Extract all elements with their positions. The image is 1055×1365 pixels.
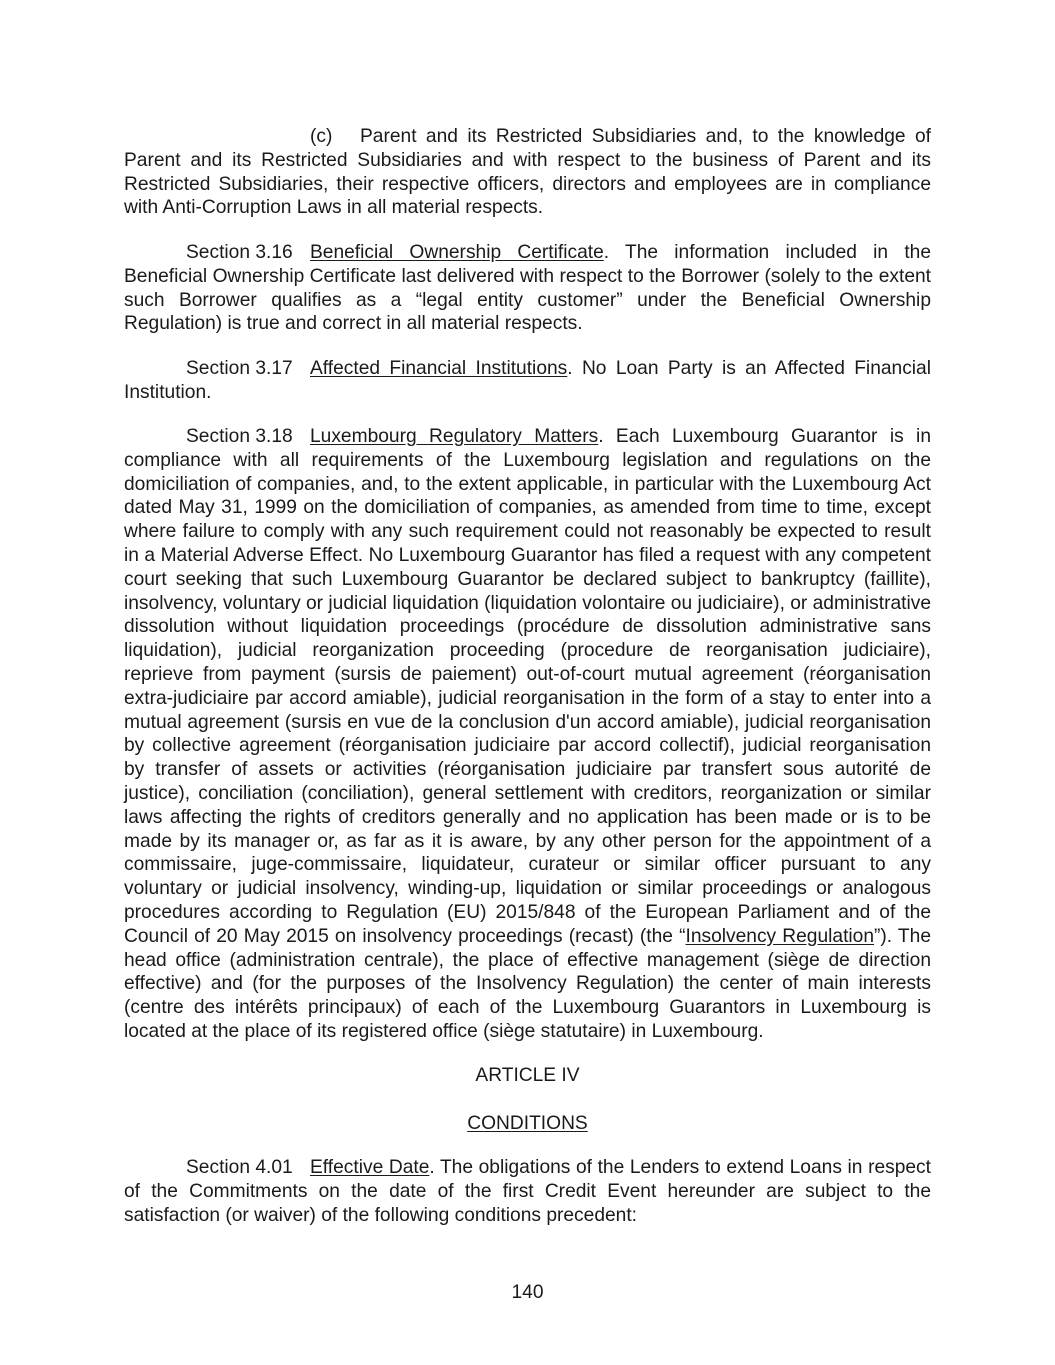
article-title (124, 1112, 931, 1136)
section-3-16-text: . The information included in the Beneficial Ownership Certificate last delivered with respect to the Borrower (solely to the extent such Borrower qualifies as a “legal entity customer” under the Beneficial Ownership Regulation) is true and correct in all material respects. (124, 242, 931, 335)
paragraph-c-text: Parent and its Restricted Subsidiaries and, to the knowledge of Parent and its Restricted Subsidiaries and with respect to the business of Parent and its Restricted Subsidiaries, their respective officers, directors and employees are in compliance with Anti-Corruption Laws in all material respects. (124, 126, 931, 219)
page-number: 140 (511, 1282, 544, 1303)
paragraph-c-label: (c) (310, 126, 333, 147)
article-title-text: CONDITIONS (467, 1113, 588, 1134)
section-3-17-number: Section 3.17 (186, 358, 293, 379)
section-3-16-title: Beneficial Ownership Certificate (310, 242, 604, 263)
section-3-18-text: . Each Luxembourg Guarantor is in compliance with all requirements of the Luxembourg legislation and regulations on the domiciliation of companies, and, to the extent applicable, in particular with the Luxembourg Act dated May 31, 1999 on the domiciliation of companies, as amended from time to time, except where failure to comply with any such requirement could not reasonably be expected to result in a Material Adverse Effect. No Luxembourg Guarantor has filed a request with any competent court seeking that such Luxembourg Guarantor be declared subject to bankruptcy (faillite), insolvency, voluntary or judicial liquidation (liquidation volontaire ou judiciaire), or administrative dissolution without liquidation proceedings (procédure de dissolution administrative sans liquidation), judicial reorganization proceeding (procedure de reorganisation judiciaire), reprieve from payment (sursis de paiement) out-of-court mutual agreement (réorganisation extra-judiciaire par accord amiable), judicial reorganisation in the form of a stay to enter into a mutual agreement (sursis en vue de la conclusion d'un accord amiable), judicial reorganisation by collective agreement (réorganisation judiciaire par accord collectif), judicial reorganisation by transfer of assets or activities (réorganisation judiciaire par transfert sous autorité de justice), conciliation (conciliation), general settlement with creditors, reorganization or similar laws affecting the rights of creditors generally and no application has been made or is to be made by its manager or, as far as it is aware, by any other person for the appointment of a commissaire, juge-commissaire, liquidateur, curateur or similar officer pursuant to any voluntary or judicial insolvency, winding-up, liquidation or similar proceedings or analogous procedures according to Regulation (EU) 2015/848 of the European Parliament and of the Council of 20 May 2015 on insolvency proceedings (recast) (the “ (124, 426, 931, 947)
section-3-18-text-end: ”). The head office (administration centrale), the place of effective management (siège de direction effective) and (for the purposes of the Insolvency Regulation) the center of main interests (centre des intérêts principaux) of each of the Luxembourg Guarantors in Luxembourg is located at the place of its registered office (siège statutaire) in Luxembourg. (124, 925, 931, 1042)
section-4-01-text: . The obligations of the Lenders to extend Loans in respect of the Commitments on the date of the first Credit Event hereunder are subject to the satisfaction (or waiver) of the following conditions precedent: (124, 1157, 931, 1226)
section-3-16 (124, 241, 931, 336)
section-3-18-title: Luxembourg Regulatory Matters (310, 426, 599, 447)
section-3-17-title: Affected Financial Institutions (310, 358, 568, 379)
section-3-17-text: . No Loan Party is an Affected Financial Institution. (124, 358, 931, 403)
section-4-01-title: Effective Date (310, 1157, 430, 1178)
article-heading: ARTICLE IV (475, 1065, 580, 1086)
insolvency-regulation-term: Insolvency Regulation (685, 925, 875, 947)
section-4-01 (124, 1156, 931, 1227)
section-3-18 (124, 425, 931, 1044)
section-4-01-number: Section 4.01 (186, 1157, 293, 1178)
section-3-18-number: Section 3.18 (186, 426, 293, 447)
section-3-17 (124, 357, 931, 405)
section-3-16-number: Section 3.16 (186, 242, 293, 263)
paragraph-c (124, 125, 931, 220)
